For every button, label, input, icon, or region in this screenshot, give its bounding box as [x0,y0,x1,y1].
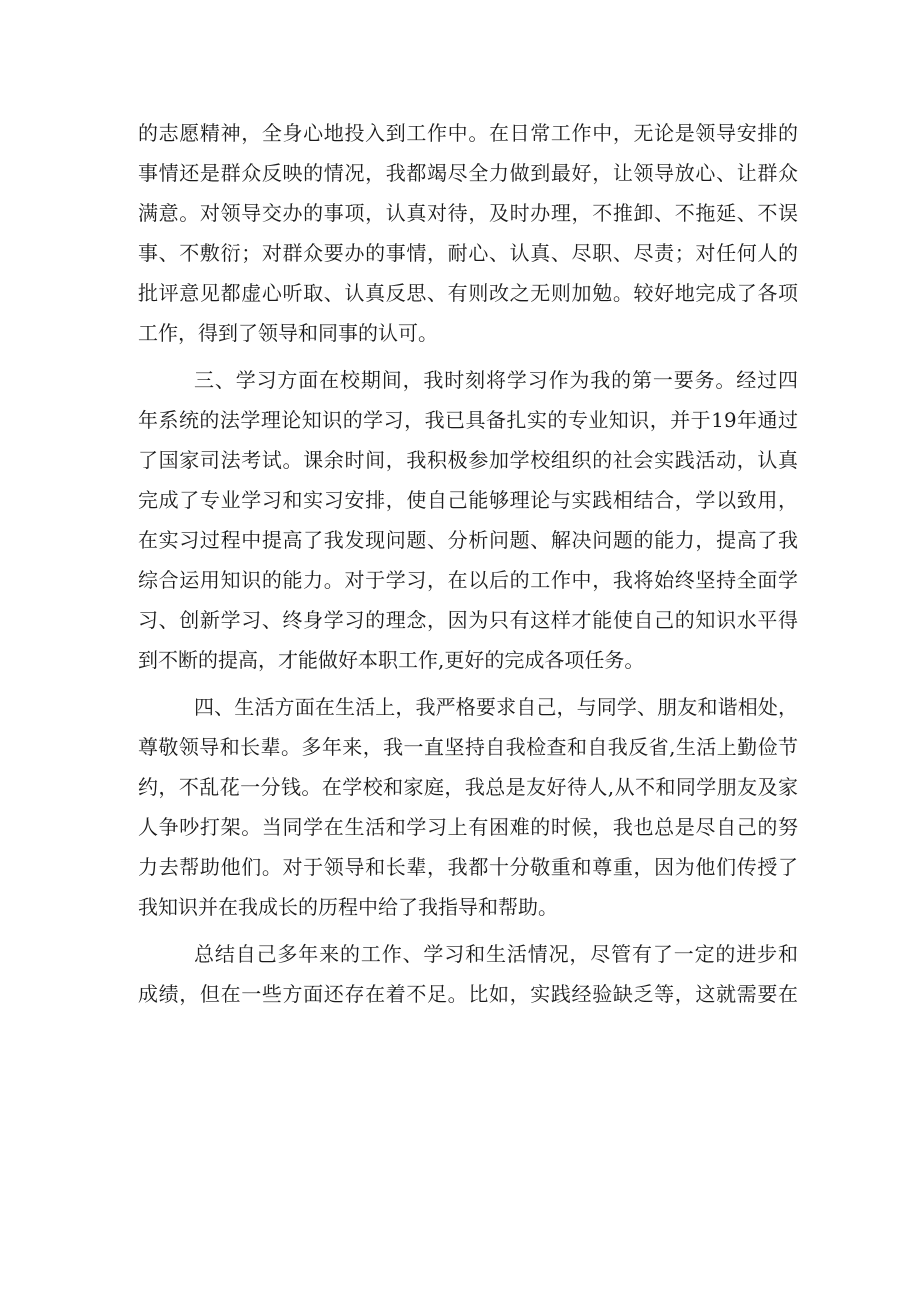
text-line: 事情还是群众反映的情况，我都竭尽全力做到最好，让领导放心、让群众 [138,161,798,185]
text-line: 完成了专业学习和实习安排，使自己能够理论与实践相结合，学以致用， [138,488,798,512]
document-body [138,113,798,1014]
text-line: 工作，得到了领导和同事的认可。 [138,321,438,345]
text-line: 尊敬领导和长辈。多年来，我一直坚持自我检查和自我反省,生活上勤俭节 [138,735,798,759]
text-line: 习、创新学习、终身学习的理念，因为只有这样才能使自己的知识水平得 [138,608,798,632]
text-line: 到不断的提高，才能做好本职工作,更好的完成各项任务。 [138,648,645,672]
text-line: 事、不敷衍；对群众要办的事情，耐心、认真、尽职、尽责；对任何人的 [138,241,798,265]
text-line: 成绩，但在一些方面还存在着不足。比如，实践经验缺乏等，这就需要在 [138,982,798,1006]
text-line: 批评意见都虚心听取、认真反思、有则改之无则加勉。较好地完成了各项 [138,281,798,305]
text-line: 人争吵打架。当同学在生活和学习上有困难的时候，我也总是尽自己的努 [138,815,798,839]
text-line: 了国家司法考试。课余时间，我积极参加学校组织的社会实践活动，认真 [138,448,798,472]
paragraph-work-attitude [138,113,798,353]
text-line: 满意。对领导交办的事项，认真对待，及时办理，不推卸、不拖延、不误 [138,201,798,225]
text-line: 总结自己多年来的工作、学习和生活情况，尽管有了一定的进步和 [194,942,798,966]
paragraph-study [138,360,798,680]
text-line: 综合运用知识的能力。对于学习，在以后的工作中，我将始终坚持全面学 [138,568,798,592]
text-line: 三、学习方面在校期间，我时刻将学习作为我的第一要务。经过四 [194,368,798,392]
text-line: 四、生活方面在生活上，我严格要求自己，与同学、朋友和谐相处， [194,695,798,719]
paragraph-life [138,687,798,927]
text-line: 的志愿精神，全身心地投入到工作中。在日常工作中，无论是领导安排的 [138,121,798,145]
text-line: 我知识并在我成长的历程中给了我指导和帮助。 [138,895,558,919]
paragraph-summary [138,934,798,1014]
text-line: 在实习过程中提高了我发现问题、分析问题、解决问题的能力，提高了我 [138,528,798,552]
text-line: 年系统的法学理论知识的学习，我已具备扎实的专业知识，并于19年通过 [138,408,798,432]
text-line: 约，不乱花一分钱。在学校和家庭，我总是友好待人,从不和同学朋友及家 [138,775,798,799]
text-line: 力去帮助他们。对于领导和长辈，我都十分敬重和尊重，因为他们传授了 [138,855,798,879]
